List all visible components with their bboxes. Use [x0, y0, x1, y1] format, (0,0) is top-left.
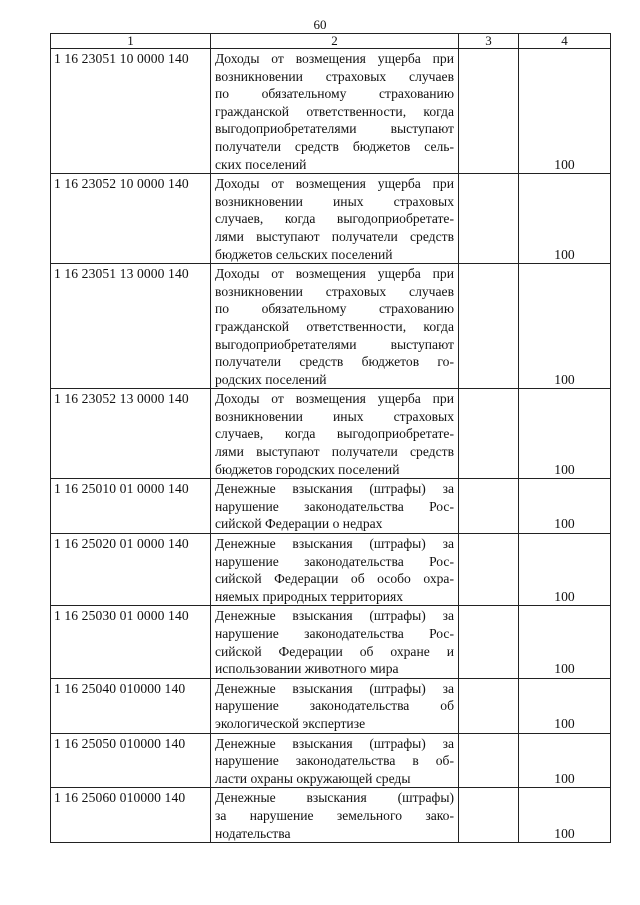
- description-line: Денежные взыскания (штрафы) за: [215, 536, 454, 552]
- classification-code: 1 16 25010 01 0000 140: [51, 479, 211, 534]
- description-line: нарушение законодательства об: [215, 698, 454, 714]
- description-line: нодательства: [215, 825, 291, 841]
- description-line: нарушение законодательства Рос-: [215, 626, 454, 641]
- description-line: возникновении иных страховых: [215, 193, 454, 209]
- classification-code: 1 16 25050 010000 140: [51, 733, 211, 788]
- description-line: по обязательному страхованию: [215, 86, 454, 102]
- revenue-description: [211, 389, 459, 479]
- description-line: возникновении иных страховых: [215, 408, 454, 424]
- classification-code: 1 16 23052 13 0000 140: [51, 389, 211, 479]
- description-line: выгодоприобретателями выступают: [215, 336, 454, 352]
- description-line: использовании животного мира: [215, 661, 399, 677]
- description-line: Денежные взыскания (штрафы) за: [215, 680, 454, 696]
- description-line: гражданской ответственности, когда: [215, 318, 454, 334]
- description-line: Денежные взыскания (штрафы) за: [215, 735, 454, 751]
- description-line: экологической экспертизе: [215, 715, 366, 731]
- description-line: Доходы от возмещения ущерба при: [215, 51, 454, 66]
- budget-table: [50, 33, 611, 843]
- description-line: сийской Федерации об особо охра-: [215, 571, 454, 587]
- description-line: получатели средств бюджетов го-: [215, 354, 454, 370]
- column-3-cell: [459, 479, 519, 534]
- table-row: [51, 678, 611, 733]
- description-line: гражданской ответственности, когда: [215, 103, 454, 119]
- description-line: нарушение законодательства Рос-: [215, 498, 454, 514]
- column-3-cell: [459, 534, 519, 606]
- description-line: Денежные взыскания (штрафы) за: [215, 608, 454, 624]
- norm-value: 100: [519, 49, 611, 174]
- revenue-description: [211, 479, 459, 534]
- table-row: [51, 479, 611, 534]
- column-header-3: 3: [459, 34, 519, 49]
- table-row: [51, 174, 611, 264]
- column-header-1: 1: [51, 34, 211, 49]
- revenue-description: [211, 264, 459, 389]
- description-line: случаев, когда выгодоприобретате-: [215, 211, 454, 227]
- description-line: возникновении страховых случаев: [215, 283, 454, 299]
- table-row: [51, 534, 611, 606]
- description-line: по обязательному страхованию: [215, 301, 454, 317]
- norm-value: 100: [519, 534, 611, 606]
- description-line: нарушение законодательства в об-: [215, 753, 454, 769]
- column-3-cell: [459, 389, 519, 479]
- classification-code: 1 16 25020 01 0000 140: [51, 534, 211, 606]
- norm-value: 100: [519, 264, 611, 389]
- description-line: сийской Федерации о недрах: [215, 516, 383, 532]
- norm-value: 100: [519, 174, 611, 264]
- norm-value: 100: [519, 606, 611, 678]
- description-line: няемых природных территориях: [215, 588, 404, 604]
- description-line: бюджетов городских поселений: [215, 461, 400, 477]
- column-3-cell: [459, 733, 519, 788]
- classification-code: 1 16 23051 10 0000 140: [51, 49, 211, 174]
- description-line: Денежные взыскания (штрафы) за: [215, 481, 454, 497]
- description-line: лями выступают получатели средств: [215, 444, 454, 460]
- column-3-cell: [459, 788, 519, 843]
- norm-value: 100: [519, 733, 611, 788]
- description-line: выгодоприобретателями выступают: [215, 121, 454, 137]
- description-line: за нарушение земельного зако-: [215, 807, 454, 823]
- column-3-cell: [459, 606, 519, 678]
- classification-code: 1 16 23052 10 0000 140: [51, 174, 211, 264]
- norm-value: 100: [519, 788, 611, 843]
- classification-code: 1 16 25030 01 0000 140: [51, 606, 211, 678]
- table-body: [51, 49, 611, 843]
- description-line: Доходы от возмещения ущерба при: [215, 176, 454, 192]
- description-line: получатели средств бюджетов сель-: [215, 138, 454, 154]
- description-line: нарушение законодательства Рос-: [215, 553, 454, 569]
- description-line: бюджетов сельских поселений: [215, 246, 393, 262]
- classification-code: 1 16 23051 13 0000 140: [51, 264, 211, 389]
- classification-code: 1 16 25060 010000 140: [51, 788, 211, 843]
- description-line: лями выступают получатели средств: [215, 228, 454, 244]
- table-row: [51, 264, 611, 389]
- description-line: сийской Федерации об охране и: [215, 643, 454, 659]
- table-row: [51, 788, 611, 843]
- description-line: Денежные взыскания (штрафы): [215, 790, 454, 806]
- table-row: [51, 49, 611, 174]
- table-row: [51, 733, 611, 788]
- description-line: случаев, когда выгодоприобретате-: [215, 426, 454, 442]
- column-3-cell: [459, 174, 519, 264]
- column-header-4: 4: [519, 34, 611, 49]
- revenue-description: [211, 678, 459, 733]
- revenue-description: [211, 733, 459, 788]
- norm-value: 100: [519, 678, 611, 733]
- table-row: [51, 606, 611, 678]
- classification-code: 1 16 25040 010000 140: [51, 678, 211, 733]
- column-3-cell: [459, 264, 519, 389]
- description-line: ласти охраны окружающей среды: [215, 770, 411, 786]
- revenue-description: [211, 534, 459, 606]
- description-line: родских поселений: [215, 371, 327, 387]
- column-3-cell: [459, 678, 519, 733]
- column-3-cell: [459, 49, 519, 174]
- revenue-description: [211, 788, 459, 843]
- description-line: Доходы от возмещения ущерба при: [215, 266, 454, 282]
- revenue-description: [211, 174, 459, 264]
- revenue-description: [211, 49, 459, 174]
- description-line: Доходы от возмещения ущерба при: [215, 391, 454, 407]
- norm-value: 100: [519, 389, 611, 479]
- revenue-description: [211, 606, 459, 678]
- norm-value: 100: [519, 479, 611, 534]
- header-row: [51, 34, 611, 49]
- description-line: ских поселений: [215, 156, 307, 172]
- description-line: возникновении страховых случаев: [215, 68, 454, 84]
- page-number: 60: [313, 17, 327, 32]
- column-header-2: 2: [211, 34, 459, 49]
- table-row: [51, 389, 611, 479]
